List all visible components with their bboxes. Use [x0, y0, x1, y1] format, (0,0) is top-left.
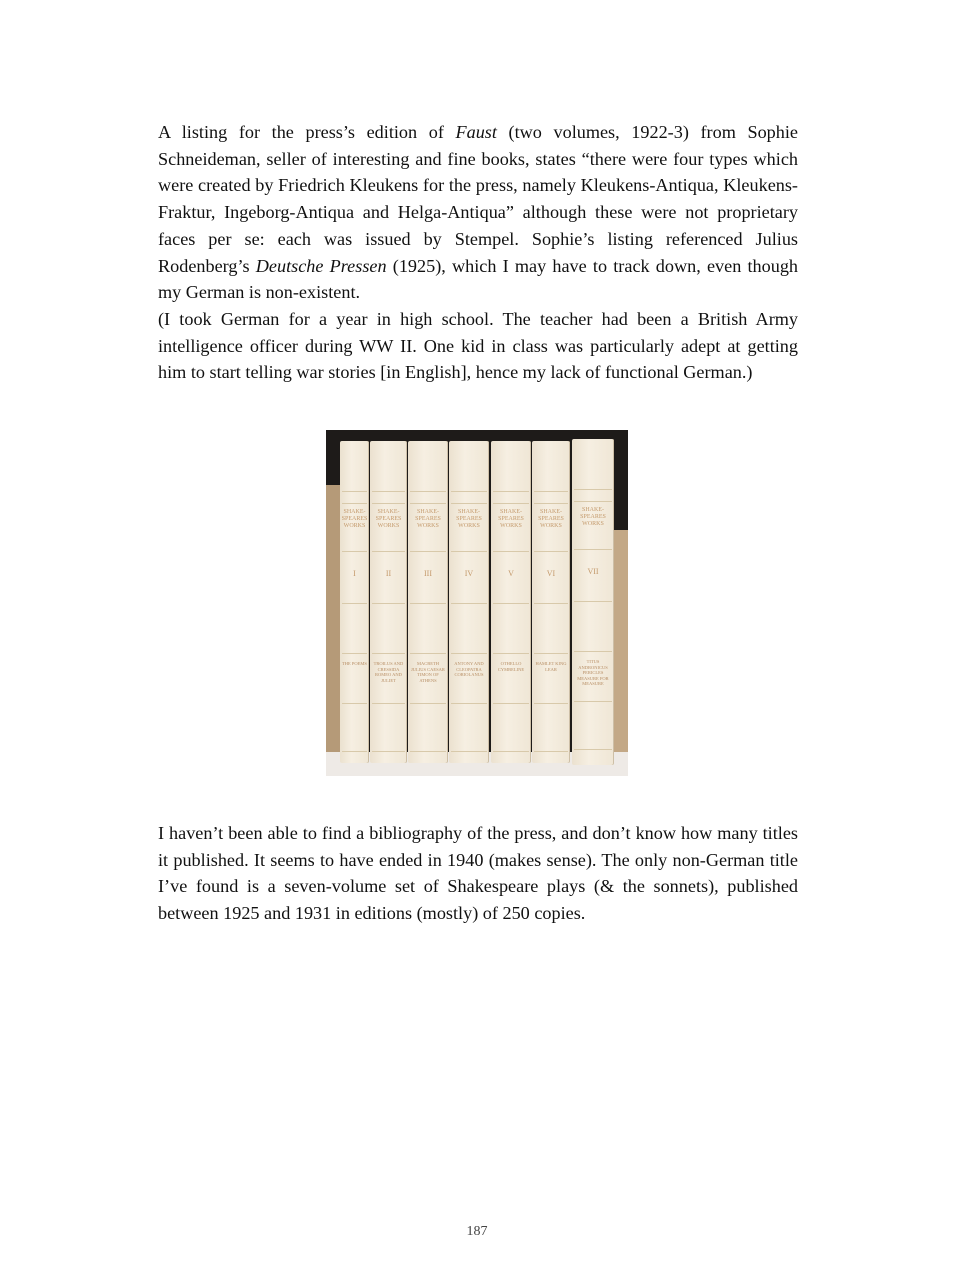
spine-volume-number: I	[353, 569, 356, 578]
title-faust: Faust	[455, 122, 497, 142]
spine-band	[451, 703, 487, 704]
spine-band	[342, 603, 367, 604]
spine-heading: SHAKE-SPEARES WORKS	[375, 509, 402, 529]
paragraph-faust-listing	[158, 119, 798, 306]
spine-band	[451, 603, 487, 604]
paragraph-german-class: (I took German for a year in high school. The teacher had been a British Army intelligence officer during WW II. One kid in class was particularly adept at getting him to start telling war stories [in English], hence my lack of functional German.)	[158, 309, 798, 383]
spine-title: THE POEMS	[342, 661, 367, 666]
spine-band	[342, 503, 367, 504]
spine-band	[534, 551, 568, 552]
spine-band	[534, 503, 568, 504]
spine-band	[372, 491, 405, 492]
spine-title: OTHELLO CYMBELINE	[497, 661, 525, 672]
spine-heading: SHAKE-SPEARES WORKS	[538, 509, 564, 529]
spine-band	[451, 491, 487, 492]
photo-background	[614, 530, 628, 753]
spine-band	[493, 653, 529, 654]
book-spine	[370, 441, 407, 763]
spine-volume-number: IV	[464, 569, 474, 578]
spine-band	[574, 489, 612, 490]
spine-title: MACBETH JULIUS CAESAR TIMON OF ATHENS	[411, 661, 445, 683]
spine-volume-number: V	[508, 569, 514, 578]
spine-band	[372, 603, 405, 604]
book-spine	[491, 441, 531, 763]
spine-title: TITUS ANDRONICUS PERICLES MEASURE FOR MEASURE	[577, 659, 609, 686]
book-spine	[532, 441, 570, 763]
spine-band	[410, 551, 446, 552]
text: (two volumes, 1922-3) from Sophie Schneideman, seller of interesting and fine books, states “there were four types which were created by Friedrich Kleukens for the press, namely Kleukens-Antiqua, Kleukens-Fraktur, Ingeborg-Antiqua and Helga-Antiqua” although these were not proprietary faces per se: each was issued by Stempel. Sophie’s listing referenced Julius Rodenberg’s	[158, 122, 798, 276]
spine-band	[342, 491, 367, 492]
spine-band	[372, 703, 405, 704]
spine-band	[410, 703, 446, 704]
spine-heading: SHAKE-SPEARES WORKS	[341, 509, 368, 529]
spine-band	[410, 603, 446, 604]
spine-band	[534, 703, 568, 704]
spine-title: TROILUS AND CRESSIDA ROMEO AND JULIET	[373, 661, 404, 683]
spine-band	[493, 751, 529, 752]
book-spine	[408, 441, 448, 763]
spine-band	[342, 551, 367, 552]
spine-band	[493, 503, 529, 504]
shakespeare-volumes-photo	[326, 430, 628, 776]
book-spine	[449, 441, 489, 763]
spine-band	[451, 653, 487, 654]
spine-title: ANTONY AND CLEOPATRA CORIOLANUS	[454, 661, 484, 677]
spine-band	[574, 501, 612, 502]
spine-volume-number: II	[385, 569, 392, 578]
spine-volume-number: III	[424, 569, 432, 578]
title-deutsche-pressen: Deutsche Pressen	[255, 255, 387, 276]
spine-band	[410, 491, 446, 492]
spine-heading: SHAKE-SPEARES WORKS	[456, 509, 482, 529]
spine-band	[451, 751, 487, 752]
spine-band	[534, 751, 568, 752]
spine-band	[342, 703, 367, 704]
book-spine	[572, 439, 614, 765]
spine-band	[451, 503, 487, 504]
spine-band	[493, 491, 529, 492]
spine-band	[574, 651, 612, 652]
spine-band	[410, 503, 446, 504]
spine-volume-number: VII	[587, 567, 599, 576]
text: A listing for the press’s edition of	[158, 122, 456, 142]
page-number: 187	[466, 1224, 488, 1239]
spine-band	[342, 751, 367, 752]
spine-band	[574, 749, 612, 750]
spine-heading: SHAKE-SPEARES WORKS	[498, 509, 524, 529]
book-spine	[340, 441, 369, 763]
spine-heading: SHAKE-SPEARES WORKS	[415, 509, 441, 529]
paragraph-bibliography: I haven’t been able to find a bibliography of the press, and don’t know how many titles it published. It seems to have ended in 1940 (makes sense). The only non-German title I’ve found is a seven-volume set of Shakespeare plays (& the sonnets), published between 1925 and 1931 in editions (mostly) of 250 copies.	[158, 823, 798, 924]
spine-band	[534, 653, 568, 654]
spine-band	[372, 503, 405, 504]
spine-band	[574, 701, 612, 702]
spine-band	[372, 551, 405, 552]
spine-band	[574, 601, 612, 602]
spine-band	[342, 653, 367, 654]
spine-band	[493, 603, 529, 604]
text: (1925), which I may have to track down, even though my German is non-existent.	[158, 255, 799, 303]
spine-band	[534, 491, 568, 492]
spine-band	[493, 551, 529, 552]
spine-band	[372, 653, 405, 654]
spine-band	[534, 603, 568, 604]
spine-band	[410, 653, 446, 654]
spine-band	[372, 751, 405, 752]
spine-band	[451, 551, 487, 552]
spine-volume-number: VI	[546, 569, 556, 578]
spine-heading: SHAKE-SPEARES WORKS	[580, 507, 606, 527]
spine-band	[410, 751, 446, 752]
spine-band	[493, 703, 529, 704]
spine-band	[574, 549, 612, 550]
spine-title: HAMLET KING LEAR	[535, 661, 567, 672]
